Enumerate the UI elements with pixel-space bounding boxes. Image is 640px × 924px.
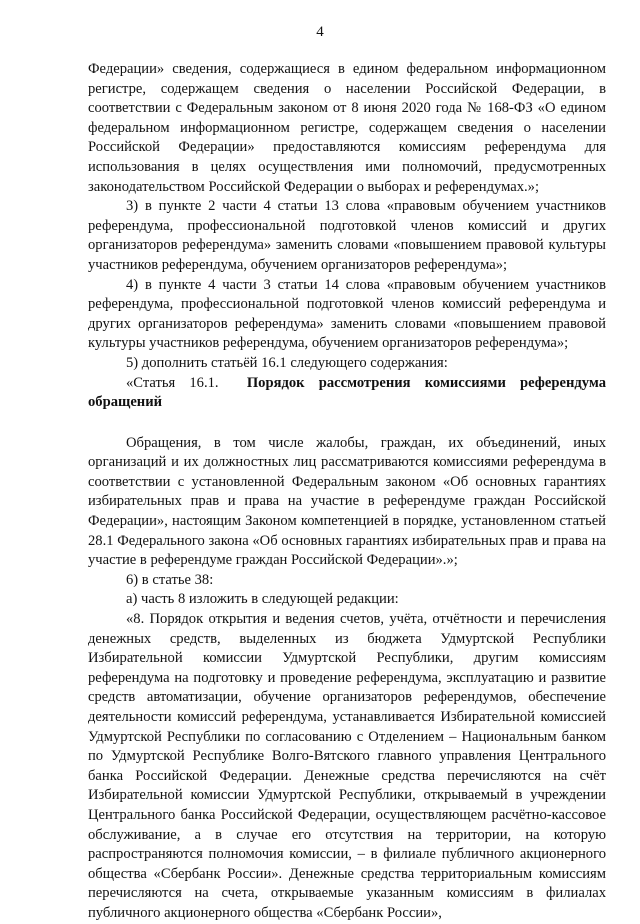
paragraph-item-4: 4) в пункте 4 части 3 статьи 14 слова «правовым обучением участников референдума, профессиональной подготовкой членов комиссий референдума и других организаторов референдума» заменить словами «повышением правовой культуры участников референдума, обучением организаторов референдума»;	[88, 276, 606, 352]
document-body	[88, 60, 606, 924]
part-8-text: «8. Порядок открытия и ведения счетов, учёта, отчётности и перечисления денежных средств, выделенных из бюджета Удмуртской Республики Избирательной комиссии Удмуртской Республики, другим комиссиям референдума на подготовку и проведение референдума, эксплуатацию и развитие средств автоматизации, обучение организаторов референдумов, обеспечение деятельности комиссий референдума, устанавливается Избирательной комиссией Удмуртской Республики по согласованию с Отделением – Национальным банком по Удмуртской Республике Волго-Вятского главного управления Центрального банка Российской Федерации. Денежные средства перечисляются на счёт Избирательной комиссии Удмуртской Республики, открываемый в учреждении Центрального банка Российской Федерации, осуществляющем расчётно-кассовое обслуживание, а в случае его отсутствия на территории, на которую распространяются полномочия комиссии, – в филиале публичного акционерного общества «Сбербанк России». Денежные средства территориальным комиссиям перечисляются на счета, открываемые указанным комиссиям в филиалах публичного акционерного общества «Сбербанк России»,	[88, 611, 606, 921]
paragraph-item-5: 5) дополнить статьёй 16.1 следующего содержания:	[126, 354, 448, 371]
paragraph-item-6: 6) в статье 38:	[126, 571, 214, 588]
article-heading	[88, 374, 606, 413]
spacer	[88, 413, 606, 434]
article-title: Порядок рассмотрения комиссиями референдума обращений	[88, 374, 607, 411]
page-number: 4	[316, 24, 324, 40]
article-number: «Статья 16.1.	[126, 374, 219, 391]
subparagraph-a: а) часть 8 изложить в следующей редакции:	[126, 591, 399, 608]
paragraph-continuation: Федерации» сведения, содержащиеся в едином федеральном информационном регистре, содержащем сведения о населении Российской Федерации, в соответствии с Федеральным законом от 8 июня 2020 года № 168-ФЗ «О едином федеральном информационном регистре, содержащем сведения о населении Российской Федерации» предоставляются комиссиям референдума для использования в целях осуществления ими полномочий, предусмотренных законодательством Российской Федерации о выборах и референдумах.»;	[88, 61, 606, 195]
paragraph-item-3: 3) в пункте 2 части 4 статьи 13 слова «правовым обучением участников референдума, профессиональной подготовкой членов комиссий и других организаторов референдума» заменить словами «повышением правовой культуры участников референдума, обучением организаторов референдума»;	[88, 198, 606, 273]
article-text: Обращения, в том числе жалобы, граждан, их объединений, иных организаций и их должностных лиц рассматриваются комиссиями референдума в соответствии с установленной Федеральным законом «Об основных гарантиях избирательных прав и права на участие в референдуме граждан Российской Федерации», настоящим Законом компетенцией в порядке, установленном статьей 28.1 Федерального закона «Об основных гарантиях избирательных прав и права на участие в референдуме граждан Российской Федерации».»;	[88, 434, 606, 569]
